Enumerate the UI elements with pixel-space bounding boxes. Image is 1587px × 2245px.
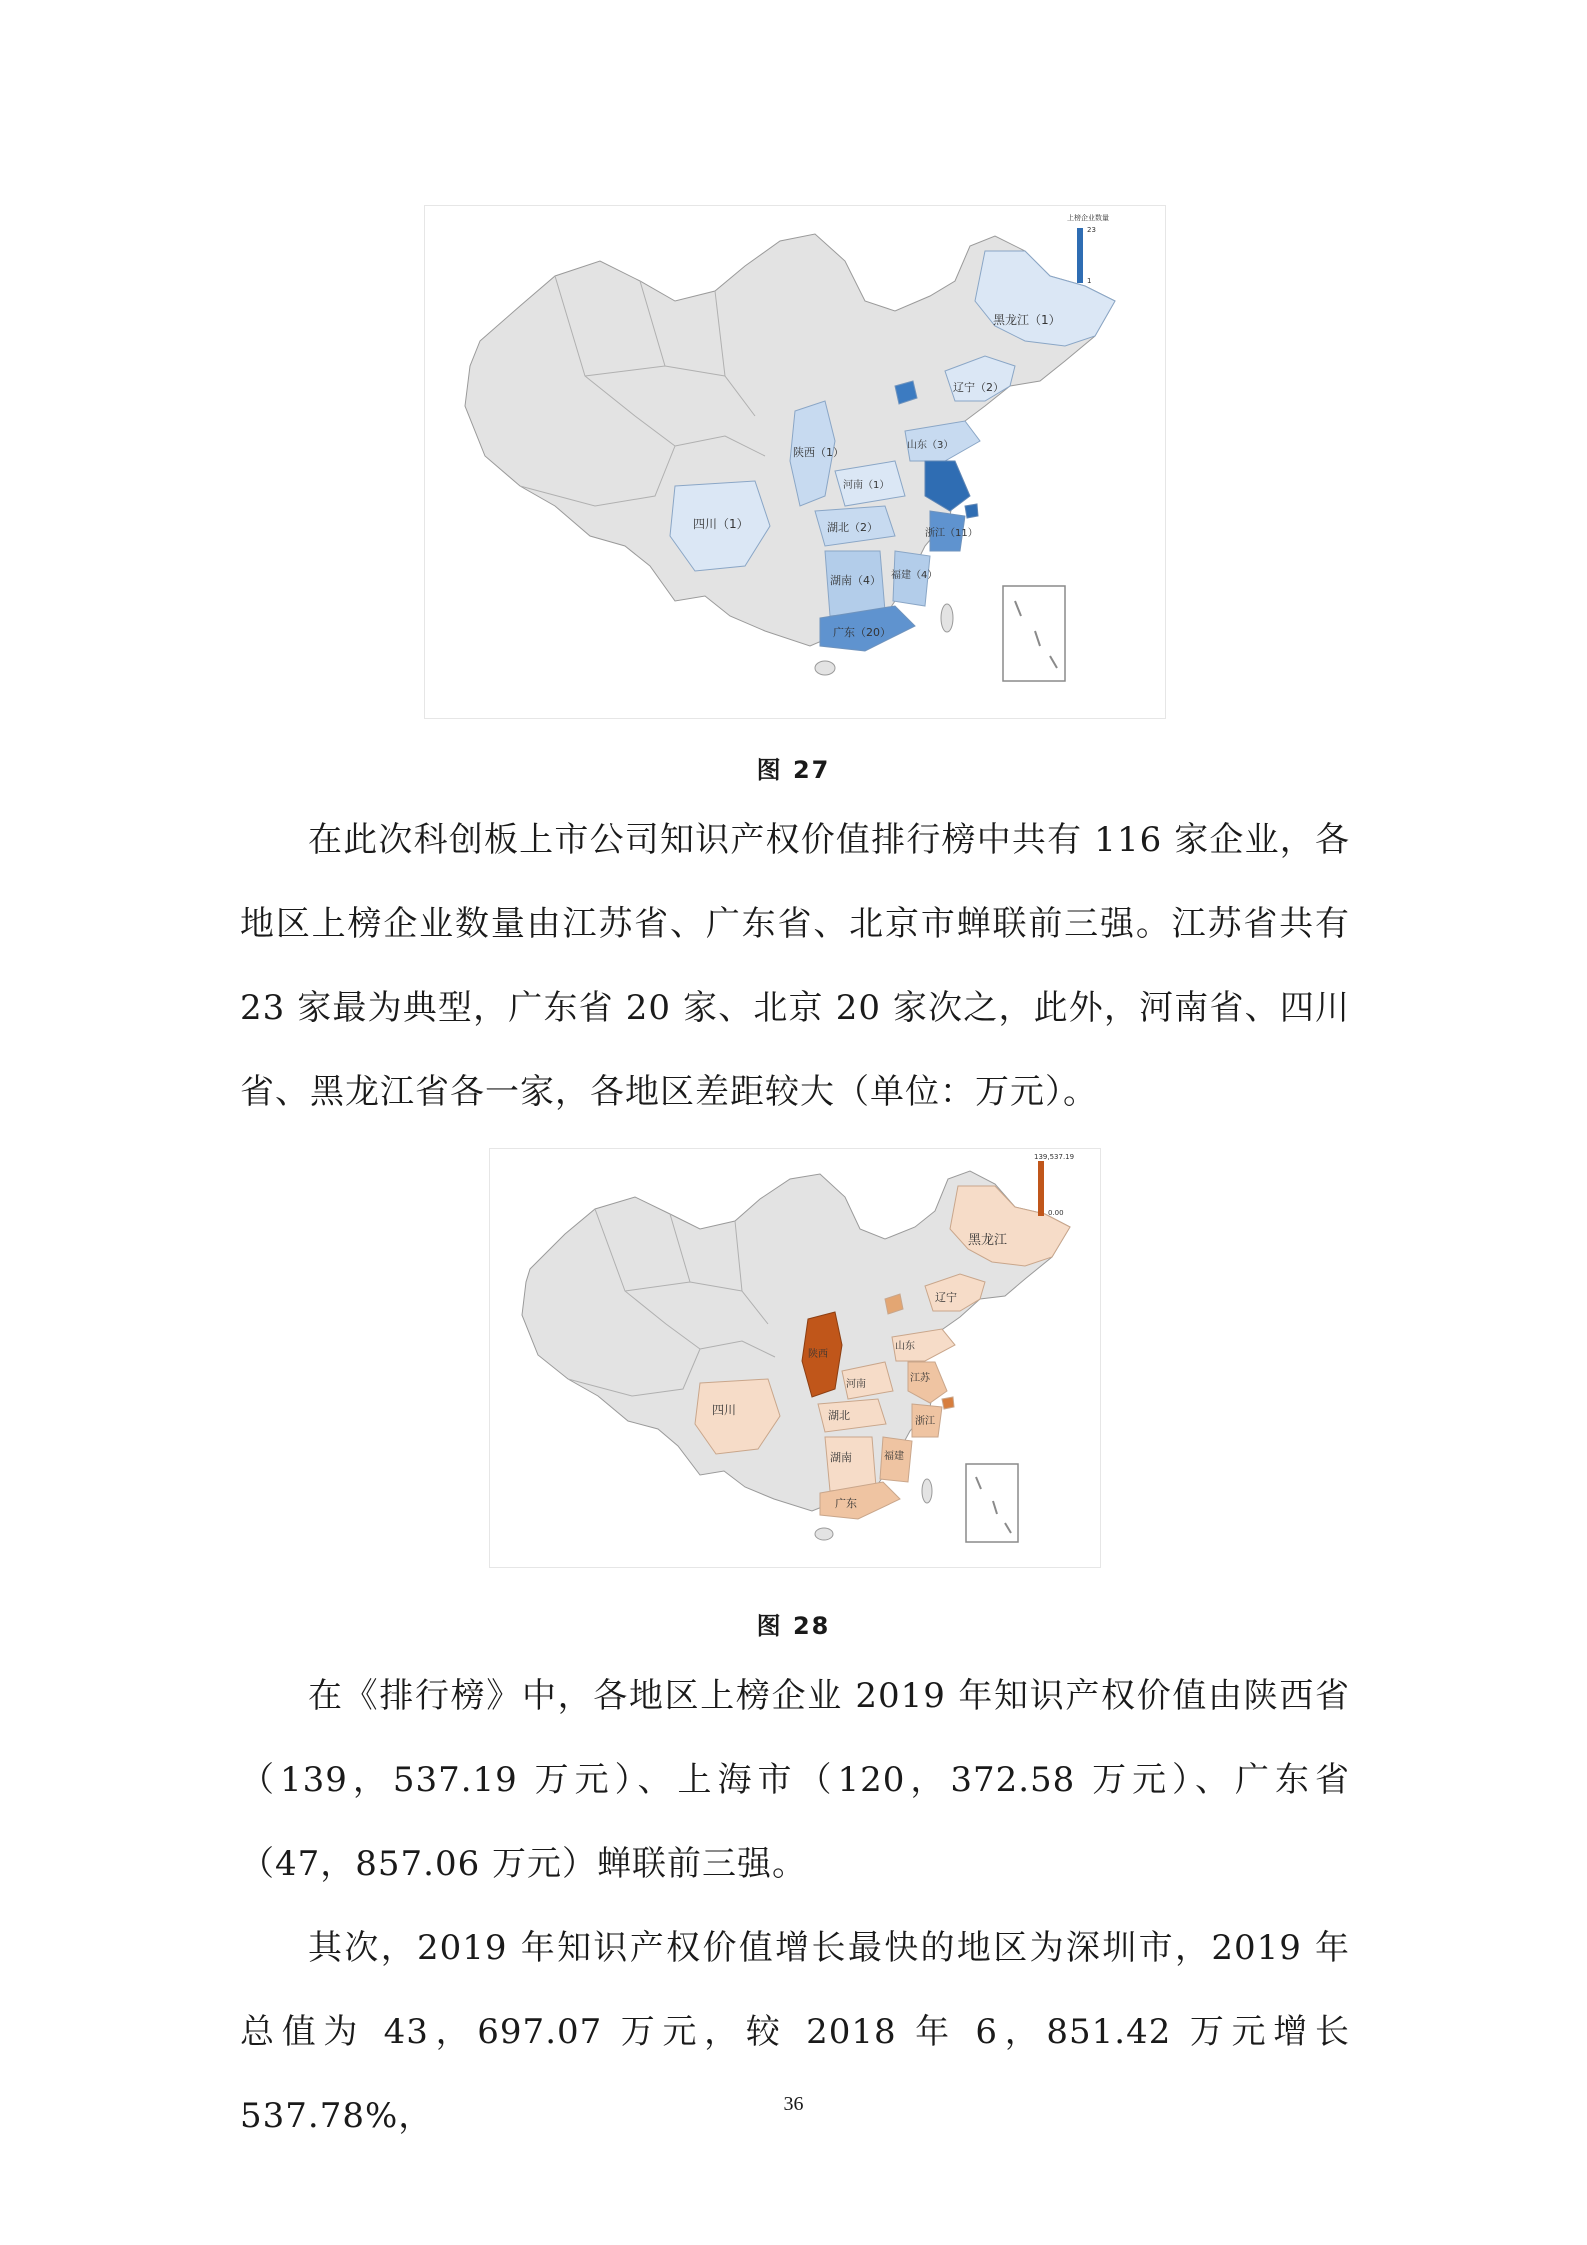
- label-fujian: 福建（4）: [891, 570, 938, 581]
- label-henan: 河南（1）: [843, 480, 890, 491]
- hainan-island: [815, 1528, 833, 1540]
- label-liaoning: 辽宁（2）: [953, 381, 1004, 394]
- figure-27-caption: 图 27: [756, 756, 831, 784]
- legend-title: 上榜企业数量: [1067, 214, 1109, 222]
- paragraph-2: 在《排行榜》中，各地区上榜企业 2019 年知识产权价值由陕西省（139，537.19 万元）、上海市（120，372.58 万元）、广东省（47，857.06 万元）蝉联前三强。: [240, 1676, 1350, 1884]
- paragraph-1: 在此次科创板上市公司知识产权价值排行榜中共有 116 家企业，各地区上榜企业数量由江苏省、广东省、北京市蝉联前三强。江苏省共有 23 家最为典型，广东省 20 家、北京 20 家次之，此外，河南省、四川省、黑龙江省各一家，各地区差距较大（单位：万元）。: [240, 820, 1350, 1112]
- legend-gradient-bar: [1038, 1161, 1044, 1216]
- china-map-count: [425, 206, 1165, 718]
- label-shaanxi: 陕西: [808, 1349, 828, 1360]
- figure-27-map: [424, 205, 1166, 719]
- label-heilongjiang: 黑龙江（1）: [993, 313, 1061, 327]
- label-fujian: 福建: [884, 1451, 904, 1462]
- label-henan: 河南: [846, 1379, 866, 1390]
- label-guangdong: 广东（20）: [833, 626, 891, 639]
- figure-28-caption: 图 28: [756, 1612, 831, 1640]
- nine-dash-line: [976, 1477, 1011, 1533]
- figure-28-map: [489, 1148, 1101, 1568]
- label-shaanxi: 陕西（1）: [793, 446, 844, 459]
- label-shandong: 山东: [895, 1341, 915, 1352]
- legend-min: 1: [1087, 277, 1092, 285]
- label-sichuan: 四川: [712, 1403, 737, 1417]
- legend-max: 23: [1087, 226, 1096, 234]
- province-shanghai: [942, 1397, 954, 1409]
- label-guangdong: 广东: [835, 1497, 857, 1510]
- label-shandong: 山东（3）: [907, 440, 954, 451]
- label-hunan: 湖南: [830, 1451, 852, 1464]
- taiwan-island: [941, 604, 953, 632]
- province-hunan: [825, 1437, 876, 1491]
- province-shanghai: [965, 504, 978, 518]
- label-sichuan: 四川（1）: [693, 517, 749, 531]
- label-hunan: 湖南（4）: [830, 574, 881, 587]
- paragraph-3: 其次，2019 年知识产权价值增长最快的地区为深圳市，2019 年总值为 43，697.07 万元，较 2018 年 6，851.42 万元增长 537.78%，: [240, 1928, 1350, 2136]
- label-liaoning: 辽宁: [935, 1291, 957, 1304]
- legend-min: 0.00: [1048, 1209, 1064, 1217]
- label-jiangsu: 江苏: [910, 1373, 930, 1384]
- legend-gradient-bar: [1077, 228, 1083, 283]
- label-zhejiang: 浙江: [915, 1416, 935, 1427]
- label-hubei: 湖北: [828, 1409, 850, 1422]
- taiwan-island: [922, 1479, 932, 1503]
- hainan-island: [815, 661, 835, 675]
- china-map-value: [490, 1149, 1100, 1567]
- label-heilongjiang: 黑龙江: [968, 1233, 1008, 1248]
- page-number: 36: [783, 2093, 804, 2115]
- label-zhejiang: 浙江（11）: [925, 528, 978, 539]
- nine-dash-line: [1015, 601, 1057, 668]
- label-hubei: 湖北（2）: [827, 521, 878, 534]
- legend-max: 139,537.19: [1034, 1153, 1075, 1161]
